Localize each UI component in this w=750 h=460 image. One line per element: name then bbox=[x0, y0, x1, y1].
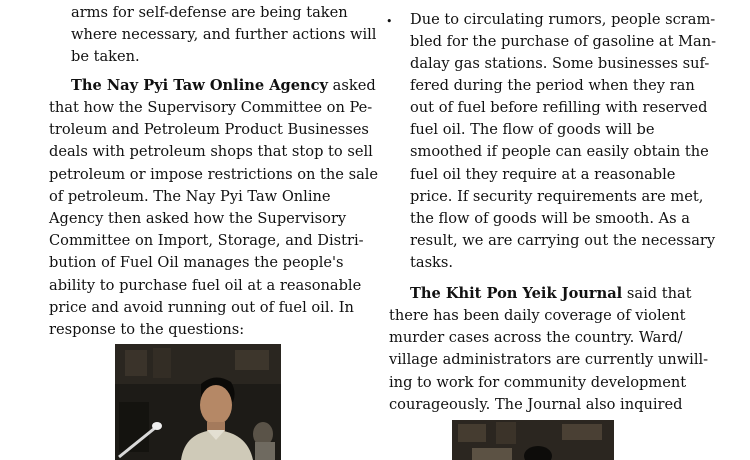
text-line: village administrators are currently unwill- bbox=[389, 351, 709, 368]
text-line: price and avoid running out of fuel oil. In bbox=[49, 299, 354, 316]
meeting-photo bbox=[452, 420, 614, 460]
text-line: dalay gas stations. Some businesses suf- bbox=[410, 55, 710, 72]
text-line: Agency then asked how the Supervisory bbox=[49, 210, 347, 227]
text-line: courageously. The Journal also inquired bbox=[389, 396, 683, 413]
text-line: petroleum or impose restrictions on the sale bbox=[49, 166, 379, 183]
text-line: price. If security requirements are met, bbox=[410, 188, 704, 205]
text-line: Committee on Import, Storage, and Distri- bbox=[49, 232, 364, 249]
text-fragment: asked bbox=[328, 77, 376, 94]
text-line: there has been daily coverage of violent bbox=[389, 307, 686, 324]
text-line: the flow of goods will be smooth. As a bbox=[410, 210, 690, 227]
source-name: The Nay Pyi Taw Online Agency bbox=[71, 77, 329, 94]
text-line: bution of Fuel Oil manages the people's bbox=[49, 254, 344, 271]
text-line: bled for the purchase of gasoline at Man- bbox=[410, 33, 717, 50]
text-line: that how the Supervisory Committee on Pe- bbox=[49, 99, 373, 116]
text-line: murder cases across the country. Ward/ bbox=[389, 329, 683, 346]
speaker-photo bbox=[115, 344, 281, 460]
text-line: troleum and Petroleum Product Businesses bbox=[49, 121, 369, 138]
text-line: deals with petroleum shops that stop to sell bbox=[49, 143, 373, 160]
text-line: response to the questions: bbox=[49, 321, 245, 338]
text-line: fered during the period when they ran bbox=[410, 77, 695, 94]
text-line: where necessary, and further actions will bbox=[71, 26, 377, 43]
text-line: Due to circulating rumors, people scram- bbox=[410, 11, 716, 28]
text-line: be taken. bbox=[71, 48, 140, 65]
source-name: The Khit Pon Yeik Journal bbox=[410, 285, 623, 302]
text-line: tasks. bbox=[410, 254, 454, 271]
text-line: ability to purchase fuel oil at a reasonable bbox=[49, 277, 362, 294]
paragraph-lead bbox=[410, 283, 692, 305]
text-line: smoothed if people can easily obtain the bbox=[410, 143, 709, 160]
text-line: of petroleum. The Nay Pyi Taw Online bbox=[49, 188, 331, 205]
bullet-icon: • bbox=[386, 15, 393, 28]
text-line: fuel oil they require at a reasonable bbox=[410, 166, 676, 183]
text-line: result, we are carrying out the necessary bbox=[410, 232, 716, 249]
text-line: arms for self-defense are being taken bbox=[71, 4, 348, 21]
text-line: out of fuel before refilling with reserved bbox=[410, 99, 708, 116]
text-fragment: said that bbox=[622, 285, 692, 302]
text-line: ing to work for community development bbox=[389, 374, 687, 391]
paragraph-lead bbox=[71, 75, 376, 97]
text-line: fuel oil. The flow of goods will be bbox=[410, 121, 655, 138]
